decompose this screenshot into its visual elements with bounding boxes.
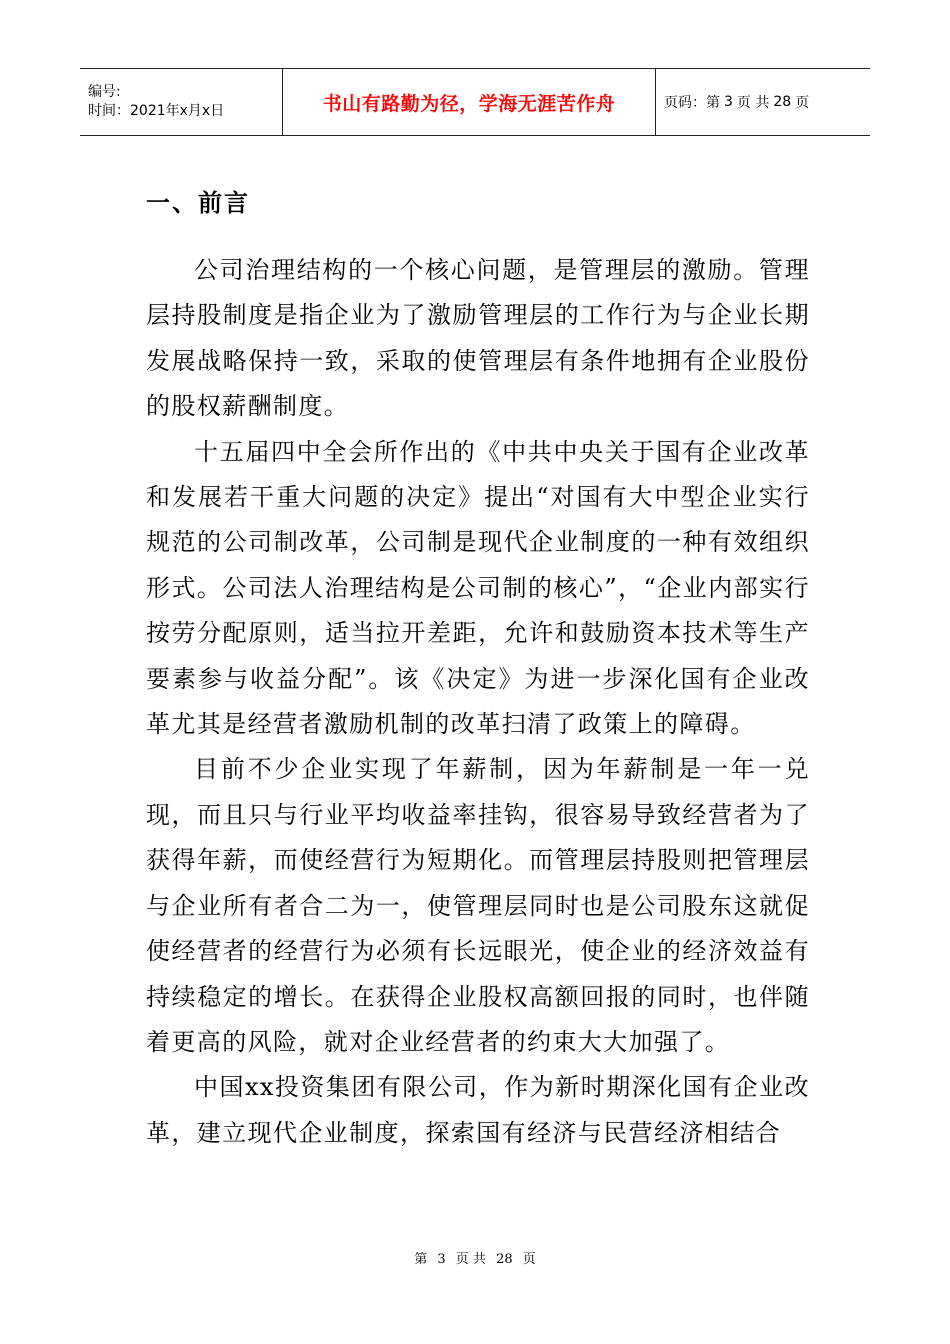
footer-suffix: 页: [522, 1252, 536, 1267]
body-text: [146, 248, 810, 1156]
header-motto: 书山有路勤为径，学海无涯苦作舟: [283, 69, 656, 135]
footer-total: 28: [496, 1252, 513, 1267]
footer-current: 3: [437, 1252, 446, 1267]
serial-label: 编号:: [88, 84, 121, 100]
page-total: 28: [773, 94, 792, 110]
paragraph: 中国xx投资集团有限公司，作为新时期深化国有企业改革，建立现代企业制度，探索国有经济与民营经济相结合: [146, 1073, 810, 1147]
paragraph: 公司治理结构的一个核心问题，是管理层的激励。管理层持股制度是指企业为了激励管理层的工作行为与企业长期发展战略保持一致，采取的使管理层有条件地拥有企业股份的股权薪酬制度。: [146, 256, 810, 421]
page-label: 页码：第: [664, 95, 720, 111]
page-header: [80, 68, 870, 136]
header-page-number: [656, 69, 870, 135]
footer-mid: 页 共: [455, 1252, 486, 1267]
section-heading: 一、前言: [146, 188, 250, 217]
paragraph: 十五届四中全会所作出的《中共中央关于国有企业改革和发展若干重大问题的决定》提出“对国有大中型企业实行规范的公司制改革，公司制是现代企业制度的一种有效组织形式。公司法人治理结构是公司制的核心”，“企业内部实行按劳分配原则，适当拉开差距，允许和鼓励资本技术等生产要素参与收益分配”。该《决定》为进一步深化国有企业改革尤其是经营者激励机制的改革扫清了政策上的障碍。: [146, 437, 810, 739]
page-footer: [0, 1248, 950, 1267]
header-meta: [80, 69, 283, 135]
page-end: 页: [795, 95, 810, 111]
page-current: 3: [724, 94, 733, 110]
paragraph: 目前不少企业实现了年薪制，因为年薪制是一年一兑现，而且只与行业平均收益率挂钩，很容易导致经营者为了获得年薪，而使经营行为短期化。而管理层持股则把管理层与企业所有者合二为一，使管理层同时也是公司股东这就促使经营者的经营行为必须有长远眼光，使企业的经济效益有持续稳定的增长。在获得企业股权高额回报的同时，也伴随着更高的风险，就对企业经营者的约束大大加强了。: [146, 755, 810, 1056]
time-label: 时间：2021年x月x日: [88, 103, 225, 119]
footer-prefix: 第: [414, 1252, 428, 1267]
page-mid: 页 共: [736, 95, 770, 111]
